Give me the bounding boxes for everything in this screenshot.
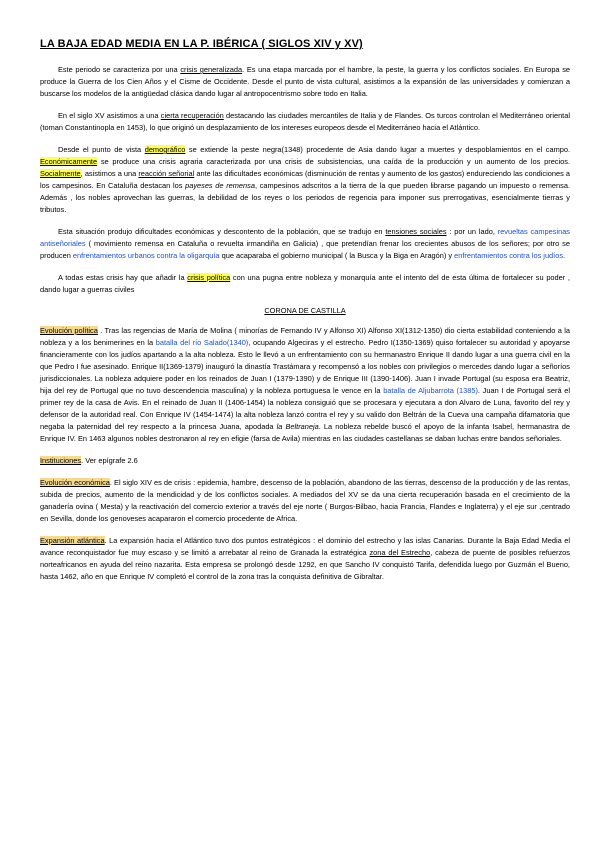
underlined-term: zona del Estrecho [369, 548, 431, 557]
blue-term: enfrentamientos urbanos contra la oligarquía [72, 251, 220, 260]
text: . El siglo XIV es de crisis : epidemia, hambre, descenso de la población, abandono de las tierras, descenso de la producción y de las rentas, subida de precios, aumento de la mendicidad y de los conflictos sociales. A mediados del XV se da una cierta recuperación basada en el crecimiento de la ganadería ovina ( Mesta) y la reactivación del comercio exterior a través del eje norte ( Burgos-Bilbao, hacia Francia, Flandes e Inglaterra) y el eje sur ,centrado en Sevilla, donde los genoveses acapararon el comercio procedente de Africa. [40, 478, 570, 523]
underlined-term: cierta recuperación [160, 111, 224, 120]
paragraph-institutions [40, 455, 570, 467]
paragraph-recovery [40, 110, 570, 134]
text: que acaparaba el gobierno municipal ( la Busca y la Biga en Aragón) y [219, 251, 455, 260]
text: destacando las ciudades mercantiles de Italia y de Flandes. Os turcos controlan el Mediterráneo oriental (toman Constantinopla en 1453), lo que originó un desplazamiento de los intereses europeos desde el Mediterráneo hacia el Atlántico. [40, 111, 570, 132]
document-title: LA BAJA EDAD MEDIA EN LA P. IBÉRICA ( SIGLOS XIV y XV) [40, 38, 363, 50]
text: ( movimiento remensa en Cataluña o revuelta irmandiña en Galicia) , que pretendían frenar los crecientes abusos de los señores; por otro se producen [40, 239, 570, 260]
underlined-term: reacción señorial [138, 169, 195, 178]
paragraph-political-crisis [40, 272, 570, 296]
text: ante las dificultades económicas (disminución de rentas y aumento de los gastos) endureciendo las condiciones a los campesinos. En Cataluña destacan los [40, 169, 570, 190]
text: , campesinos adscritos a la tierra de la que pueden librarse pagando un impuesto o remensa. Además , los nobles aprovechan las guerras, la debilidad de los reyes o los periodos de regencia para imponer sus prerrogativas, esencialmente tierras y tributos. [40, 181, 571, 214]
highlighted-term: Socialmente [40, 169, 81, 178]
section-heading: Instituciones [40, 456, 82, 465]
text: : por un lado, [446, 227, 498, 236]
text: Desde el punto de vista [58, 145, 145, 154]
text: , asistimos a una [80, 169, 139, 178]
text: . Es una etapa marcada por el hambre, la peste, la guerra y los conflictos sociales. En Europa se produce la Guerra de los Cien Años y el Cisme de Occidente. Desde el punto de vista cultural, asistimos a la expansión de las universidades y comienzan a buscarse los modelos de la antigüedad clásica dando lugar al antropocentrismo sobre todo en Italia. [40, 65, 570, 98]
section-heading: Evolución política [40, 326, 98, 335]
paragraph-atlantic-expansion [40, 535, 570, 583]
text: A todas estas crisis hay que añadir la [58, 273, 188, 282]
text: se produce una crisis agraria caracterizada por una crisis de subsistencias, una caída de la producción y un aumento de los precios. [97, 157, 570, 166]
italic-term: la Beltraneja [276, 422, 319, 431]
paragraph-political-evolution [40, 325, 570, 445]
underlined-term: crisis generalizada [180, 65, 243, 74]
text: con una pugna entre nobleza y monarquía ante el intento del de esta última de fortalecer su poder , dando lugar a guerras civiles [40, 273, 570, 294]
document-page [40, 38, 570, 593]
section-heading: Expansión atlántica [40, 536, 105, 545]
paragraph-demography [40, 144, 570, 216]
blue-term: batalla de Aljubarrota (1385) [383, 386, 478, 395]
blue-term: enfrentamientos contra los judíos [454, 251, 564, 260]
italic-term: payeses de remensa [185, 181, 255, 190]
text: . Ver epígrafe 2.6 [81, 456, 138, 465]
paragraph-economic-evolution [40, 477, 570, 525]
paragraph-intro [40, 64, 570, 100]
text: En el siglo XV asistimos a una [58, 111, 161, 120]
highlighted-term: crisis política [187, 273, 231, 282]
section-subtitle: CORONA DE CASTILLA [264, 306, 346, 315]
text: se extiende la peste negra(1348) procedente de Asia dando lugar a muertes y despoblamientos en el campo. [185, 145, 571, 154]
text: Este periodo se caracteriza por una [58, 65, 181, 74]
text: . La nobleza rebelde buscó el apoyo de la infanta Isabel, hermanastra de Enrique IV. En 1463 algunos nobles destronaron al rey en efigie (farsa de Avila) mientras en las ciudades castellanas se daban luchas entre bandos señoriales. [40, 422, 571, 443]
text: . La expansión hacia el Atlántico tuvo dos puntos estratégicos : el dominio del estrecho y las islas Canarias. Durante la Baja Edad Media el avance reconquistador fue muy escaso y se limitó a arrebatar al reino de Granada la estratégica [40, 536, 570, 557]
text: , ocupando Algeciras y el estrecho. Pedro I(1350-1369) quiso fortalecer su autoridad y apoyarse financieramente con los judíos apartando a la alta nobleza. Esto le llevó a un enfrentamiento con su hermanastro Enrique II dando lugar a una guerra civil en la que Pedro I fue asesinado. Enrique II(1369-1379) inauguró la dinastía Trastámara y recompensó a los nobles con privilegios o mercedes dando lugar a señoríos jurisdiccionales. La nobleza adquiere poder en los reinados de Juan I (1379-1390) y de Enrique III (1390-1406). Juan I invade Portugal (su esposa era Beatriz, hija del rey de Portugal que no tuvo descendencia masculina) y la nobleza portuguesa le vence en la [40, 338, 570, 395]
text: . Juan I de Portugal será el primer rey de la casa de Avis. En el reinado de Juan II (1406-1454) la nobleza consiguió que se procesara y ejecutara a don Alvaro de Luna, favorito del rey y defensor de la autoridad real. Con Enrique IV (1454-1474) la alta nobleza lanzó contra el rey y su valido don Beltrán de la Cueva una campaña difamatoria que negaba la paternidad del rey respecto a la princesa Juana, apodada [40, 386, 570, 431]
highlighted-term: Económicamente [40, 157, 98, 166]
highlighted-term: demográfico [144, 145, 186, 154]
text: , cabeza de puente de posibles refuerzos norteafricanos en ayuda del reino nazarita. Esta empresa se prolongó desde 1292, en que Sancho IV conquistó Tarifa, defendida luego por Guzmán el Bueno, hasta 1462, año en que Enrique IV completó el control de la zona tras la conquista definitiva de Gibraltar. [40, 548, 570, 581]
blue-term: batalla del río Salado(1340) [155, 338, 249, 347]
text: . Tras las regencias de María de Molina ( minorías de Fernando IV y Alfonso XI) Alfonso XI(1312-1350) dio cierta estabilidad conteniendo a la nobleza y a los benimerines en la [40, 326, 571, 347]
blue-term: revueltas campesinas antiseñoriales [40, 227, 570, 248]
section-heading: Evolución económica [40, 478, 110, 487]
underlined-term: tensiones sociales [385, 227, 447, 236]
text: Esta situación produjo dificultades económicas y descontento de la población, que se tradujo en [58, 227, 386, 236]
paragraph-social-tensions [40, 226, 570, 262]
text: . [563, 251, 566, 260]
